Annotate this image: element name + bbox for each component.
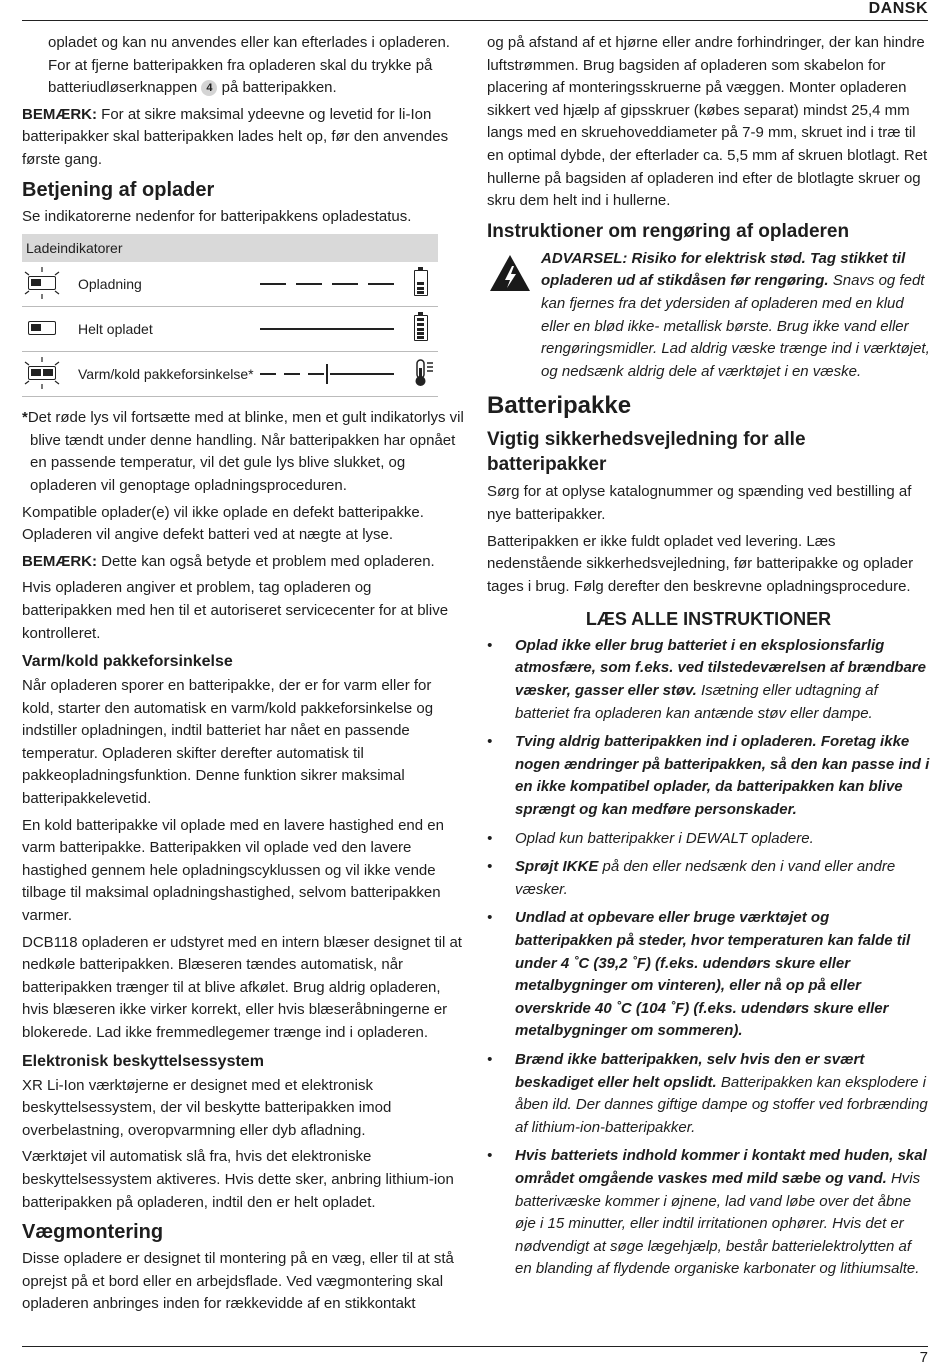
note-label: BEMÆRK: [22, 552, 97, 570]
warning-block [487, 248, 930, 384]
bullet-bold: Oplad ikke eller brug batteriet i en eksplosionsfarlig atmosfære, som f.eks. ved tilstedeværelsen af brændbare væsker, gasser eller støv. [515, 636, 926, 700]
heading-read-all: LÆS ALLE INSTRUKTIONER [585, 609, 832, 630]
footnote-star: * [22, 409, 28, 427]
dash-segment [296, 283, 322, 285]
note-text: Dette kan også betyde et problem med opladeren. [101, 552, 435, 570]
indicator-table [22, 234, 438, 397]
left-column [22, 32, 464, 1320]
hotcold-paragraph-1: Når opladeren sporer en batteripakke, der er for varm eller for kold, starter den automatisk en varm/kold pakkeforsinkelse og indstiller opladningen, indtil batteriet har nået en passende temperatur. Opladeren skifter derefter automatisk til pakkeopladningsfunktion. Denne funktion sikrer maksimal batteripakkelevetid. [22, 677, 434, 808]
right-column [487, 32, 930, 1287]
indicator-label: Helt opladet [78, 321, 153, 338]
footnote-text: Det røde lys vil fortsætte med at blinke, men et gult indikatorlys vil blive tændt under denne handling. Når batteripakken har opnået en passende temperatur, vil det gule lys blive slukket, og opladeren vil genoptage opladningsproceduren. [27, 409, 464, 494]
heading-wall-mount: Vægmontering [22, 1221, 164, 1244]
hotcold-paragraph-3: DCB118 opladeren er udstyret med en intern blæser designet til at nedkøle batteripakken. Blæseren tændes automatisk, når batteripakken trænger til at blive afkølet. Brug aldrig opladeren, hvis blæseren ikke virker korrekt, eller hvis blæseråbningerne er blokerede. Lad ikke fremmedlegemer trænge ind i opladeren. [22, 933, 462, 1041]
warning-text: Snavs og fedt kan fjernes fra det ydersiden af opladeren med en klud eller en blød ikke- metallisk børste. Brug ikke vand eller rengøringsmidler. Lad aldrig væske trænge ind i værktøjet, og nedsænk aldrig dele af værktøjet i en væske. [541, 272, 930, 380]
note-text: For at sikre maksimal ydeevne og levetid for li-Ion batteripakker skal batteripakken lades helt op, før den anvendes første gang. [22, 105, 449, 168]
heading-safety: Vigtig sikkerhedsvejledning for alle batteripakker [487, 429, 806, 476]
compat-text: Kompatible oplader(e) vil ikke oplade en defekt batteripakke. Opladeren vil angive defekt batteri ved at nægte at lyse. [22, 503, 424, 544]
dash-segment [284, 373, 300, 375]
indicator-label: Opladning [78, 276, 142, 293]
battery-charging-icon [414, 270, 428, 296]
thermometer-icon [414, 358, 436, 388]
bullet-bold: Sprøjt IKKE [515, 858, 599, 876]
dash-segment [368, 283, 394, 285]
bullet-bold: Tving aldrig batteripakken ind i opladeren. Foretag ikke nogen ændringer på batteripakken, så den kan passe ind i en ikke kompatibel oplader, da batteripakken kan blive sprængt og kan medføre personskader. [515, 733, 930, 819]
bullet-bold: Hvis batteriets indhold kommer i kontakt med huden, skal området omgående vaskes med mild sæbe og vand. [515, 1147, 927, 1187]
indicator-row-hotcold [22, 352, 438, 397]
bullet-text: Isætning eller udtagning af batteriet fra opladeren kan antænde støv eller dampe. [515, 682, 878, 722]
heading-hotcold: Varm/kold pakkeforsinkelse [22, 653, 233, 671]
protection-paragraph-1: XR Li-Ion værktøjerne er designet med et elektronisk beskyttelsessystem, der vil beskytte batteripakken imod overbelastning, overopvarmning eller dyb afladning. [22, 1076, 392, 1139]
dash-segment [332, 283, 358, 285]
header-language: DANSK [868, 0, 928, 17]
electric-shock-warning-icon [489, 254, 531, 292]
solid-line [260, 328, 394, 330]
dash-segment [260, 283, 286, 285]
list-item [487, 1049, 930, 1139]
note2-paragraph [22, 551, 464, 574]
dash-segment [308, 373, 324, 375]
warning-bold: ADVARSEL: Risiko for elektrisk stød. Tag stikket til opladeren ud af stikdåsen før rengøring. [541, 249, 906, 290]
list-item [487, 856, 930, 901]
bullet-text: på den eller nedsænk den i vand eller andre væsker. [515, 858, 896, 898]
dash-segment [260, 373, 276, 375]
bullet-bold: Brænd ikke batteripakken, selv hvis den er svært beskadiget eller helt opslidt. [515, 1050, 865, 1091]
wall-paragraph-continued: og på afstand af et hjørne eller andre forhindringer, der kan hindre luftstrømmen. Brug bagsiden af opladeren som skabelon for placering af monteringsskruerne på væggen. Monter opladeren sikkert ved hjælp af gipsskruer (købes separat) mindst 25,4 mm langs med en skruehoveddiameter på 7-9 mm, skruet ind i træ til en optimal dybde, der efterlader ca. 5,5 mm af skruen blotlagt. Ret hullerne på bagsiden af opladeren ind efter de blotlagte skruer og skru dem helt ind i hullerne. [487, 34, 928, 210]
heading-battery: Batteripakke [487, 392, 632, 420]
reference-number: 4 [201, 80, 217, 96]
note-label: BEMÆRK: [22, 105, 97, 123]
led-icon [28, 321, 56, 335]
divider-tick [326, 364, 328, 384]
indicator-table-header: Ladeindikatorer [22, 234, 438, 262]
heading-cleaning: Instruktioner om rengøring af opladeren [487, 220, 850, 242]
led-icon [28, 276, 56, 290]
heading-operation: Betjening af oplader [22, 178, 215, 201]
indicator-label: Varm/kold pakkeforsinkelse* [78, 366, 254, 383]
list-item [487, 907, 930, 1043]
operation-text: Se indikatorerne nedenfor for batteripakkens opladestatus. [22, 207, 412, 225]
bullet-text: Batteripakken kan eksplodere i åben ild. Der dannes giftige dampe og stoffer ved forbrænding af lithium-ion-batteripakker. [515, 1073, 928, 1136]
heading-protection: Elektronisk beskyttelsessystem [22, 1052, 264, 1070]
intro-text-end: på batteripakken. [221, 79, 337, 97]
bullet-bold: Undlad at opbevare eller bruge værktøjet og batteripakken på steder, hvor temperaturen kan falde til under 4 ˚C (39,2 ˚F) (f.eks. udendørs skure eller metalbygninger om vinteren), eller nå op på eller overskride 40 ˚C (104 ˚F) (f.eks. udendørs skure eller metalbygninger om sommeren). [515, 909, 911, 1040]
list-item [487, 828, 930, 851]
safety-paragraph-1: Sørg for at oplyse katalognummer og spænding ved bestilling af nye batteripakker. [487, 483, 912, 523]
solid-line [330, 373, 394, 375]
intro-paragraph [22, 32, 464, 100]
list-item [487, 1145, 930, 1281]
protection-paragraph-2: Værktøjet vil automatisk slå fra, hvis det elektroniske beskyttelsessystem aktiveres. Hvis dette sker, anbring lithium-ion batteripakken på opladeren, indtil den er helt opladet. [22, 1148, 454, 1211]
bullet-text: Oplad kun batteripakker i DEWALT opladere. [515, 829, 814, 847]
footer-rule [22, 1346, 928, 1347]
battery-full-icon [414, 315, 428, 341]
indicator-row-charging [22, 262, 438, 307]
safety-paragraph-2: Batteripakken er ikke fuldt opladet ved levering. Læs nedenstående sikkerhedsvejledning, før batteripakke og oplader tages i brug. Følg derefter den beskrevne opladningsprocedure. [487, 532, 914, 595]
warning-paragraph [541, 248, 930, 384]
bullet-text: Hvis batterivæske kommer i øjnene, lad vand løbe over det åbne øje i 15 minutter, eller indtil irritationen ophører. Hvis det er nødvendigt at søge lægehjælp, består batterielektrolytten af en blanding af flydende organiske karbonater og lithiumsalte. [515, 1169, 921, 1278]
intro-text: opladet og kan nu anvendes eller kan efterlades i opladeren. For at fjerne batteripakken fra opladeren skal du trykke på batteriudløserknappen [48, 34, 450, 97]
indicator-row-full [22, 307, 438, 352]
problem-text: Hvis opladeren angiver et problem, tag opladeren og batteripakken med hen til et autoriseret servicecenter for at blive kontrolleret. [22, 579, 449, 642]
wall-paragraph: Disse opladere er designet til montering på en væg, eller til at stå oprejst på et bord eller en arbejdsflade. Ved vægmontering skal opladeren anbringes inden for rækkevidde af en stikkontakt [22, 1250, 454, 1313]
list-item [487, 635, 930, 725]
page-number: 7 [919, 1349, 928, 1366]
header-rule [22, 20, 928, 21]
list-item [487, 731, 930, 821]
footnote [22, 407, 464, 497]
note-paragraph [22, 104, 464, 172]
led-icon [28, 366, 56, 380]
hotcold-paragraph-2: En kold batteripakke vil oplade med en lavere hastighed end en varm batteripakke. Batteripakken vil oplade ved den lavere hastighed gennem hele opladningscyklussen og vil ikke vende tilbage til maksimal opladningshastighed, selvom batteripakken varmer. [22, 816, 444, 925]
safety-bullet-list [487, 635, 930, 1281]
